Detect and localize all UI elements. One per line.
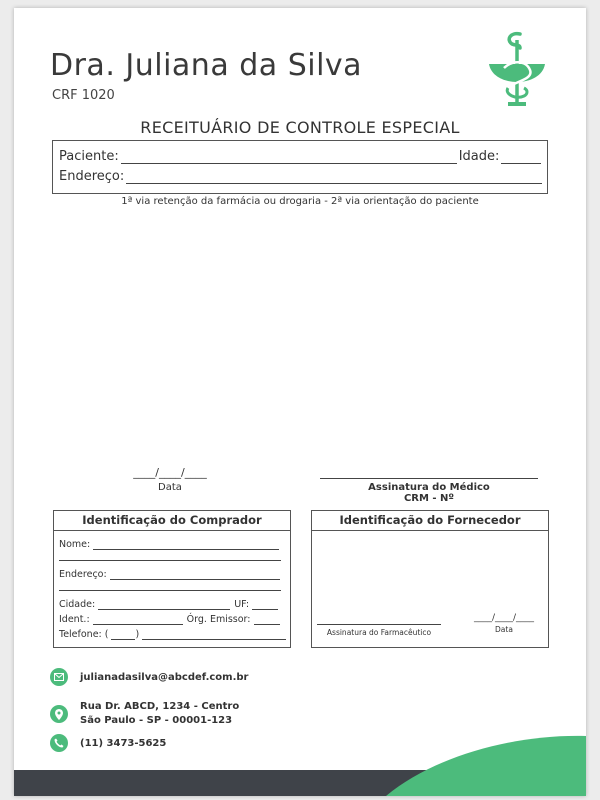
buyer-name-field[interactable] xyxy=(93,540,279,550)
buyer-name-row xyxy=(59,539,279,550)
address-row xyxy=(59,169,544,184)
buyer-issuer-label: Órg. Emissor: xyxy=(186,614,251,625)
age-label: Idade: xyxy=(458,149,500,164)
buyer-ident-row xyxy=(59,614,280,625)
supplier-date-block xyxy=(466,613,542,634)
contact-address xyxy=(50,700,239,728)
buyer-address-line-2[interactable] xyxy=(59,589,281,591)
crf-number: CRF 1020 xyxy=(52,88,115,103)
buyer-address-label: Endereço: xyxy=(59,569,107,580)
caduceus-pharmacy-icon xyxy=(486,30,548,108)
date-label: Data xyxy=(158,482,182,493)
email-icon xyxy=(50,668,68,686)
crm-label: CRM - Nº xyxy=(403,493,455,504)
buyer-phone-row xyxy=(59,629,286,640)
address-line-1: Rua Dr. ABCD, 1234 - Centro xyxy=(80,701,240,712)
supplier-date-field[interactable]: ____/____/____ xyxy=(473,613,535,623)
contact-phone xyxy=(50,734,166,752)
address-text xyxy=(80,700,239,728)
doctor-name: Dra. Juliana da Silva xyxy=(50,48,363,83)
email-text[interactable]: julianadasilva@abcdef.com.br xyxy=(80,671,249,683)
address-line-2: São Paulo - SP - 00001-123 xyxy=(80,715,233,726)
phone-icon xyxy=(50,734,68,752)
age-field[interactable] xyxy=(501,152,541,164)
buyer-uf-label: UF: xyxy=(234,599,250,610)
buyer-name-line-2[interactable] xyxy=(59,559,281,561)
supplier-date-label: Data xyxy=(495,625,513,634)
contact-email xyxy=(50,668,248,686)
buyer-city-row xyxy=(59,599,278,610)
buyer-phone-close: ) xyxy=(135,629,140,640)
form-title: RECEITUÁRIO DE CONTROLE ESPECIAL xyxy=(140,118,460,137)
date-field[interactable]: ____/____/____ xyxy=(133,466,207,479)
buyer-phone-area-field[interactable] xyxy=(111,630,135,640)
supplier-title: Identificação do Fornecedor xyxy=(312,511,548,531)
supplier-box xyxy=(311,510,549,648)
buyer-address-row xyxy=(59,569,280,580)
buyer-phone-label: Telefone: ( xyxy=(59,629,109,640)
buyer-city-field[interactable] xyxy=(98,600,230,610)
buyer-ident-field[interactable] xyxy=(93,615,183,625)
patient-row xyxy=(59,149,543,164)
buyer-uf-field[interactable] xyxy=(252,600,278,610)
buyer-phone-field[interactable] xyxy=(142,630,286,640)
buyer-city-label: Cidade: xyxy=(59,599,96,610)
buyer-ident-label: Ident.: xyxy=(59,614,90,625)
buyer-name-label: Nome: xyxy=(59,539,91,550)
date-block xyxy=(118,466,222,493)
patient-label: Paciente: xyxy=(59,149,119,164)
address-field[interactable] xyxy=(126,172,542,184)
location-pin-icon xyxy=(50,705,68,723)
buyer-address-field[interactable] xyxy=(110,570,280,580)
phone-text[interactable]: (11) 3473-5625 xyxy=(80,737,167,749)
doctor-signature-label[interactable]: Assinatura do Médico xyxy=(320,478,538,493)
doctor-signature-block xyxy=(320,466,538,504)
address-label: Endereço: xyxy=(59,169,125,184)
buyer-title: Identificação do Comprador xyxy=(54,511,290,531)
patient-box xyxy=(52,140,548,194)
via-note: 1ª via retenção da farmácia ou drogaria - 2ª via orientação do paciente xyxy=(121,196,479,207)
prescription-sheet xyxy=(14,8,586,796)
buyer-box xyxy=(53,510,291,648)
patient-field[interactable] xyxy=(121,152,457,164)
buyer-issuer-field[interactable] xyxy=(254,615,280,625)
pharmacist-signature-label[interactable]: Assinatura do Farmacêutico xyxy=(317,624,441,637)
